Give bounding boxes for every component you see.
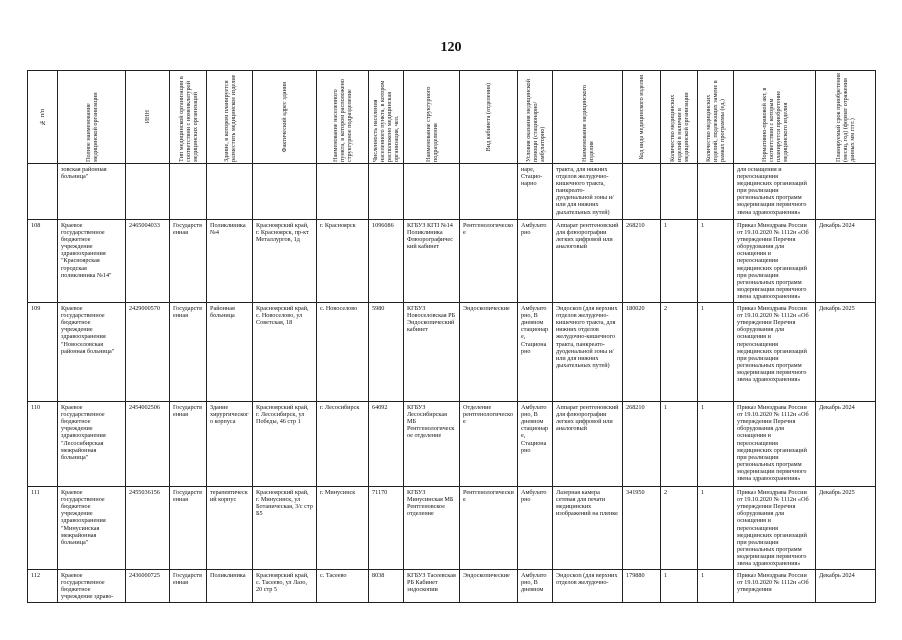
cell-in-stock: 2 xyxy=(661,487,698,570)
cell-in-stock: 1 xyxy=(661,402,698,487)
cell-cabinet: Эндоскопические xyxy=(460,570,518,603)
cell-unit: КГБУЗ Лесосибирская МБ Рентгенологическое отделение xyxy=(404,402,460,487)
column-header-building: Здание, в котором планируется разместить медицинское изделие xyxy=(207,71,253,164)
column-header-unit: Наименование структурного подразделения xyxy=(404,71,460,164)
cell-type: Государственная xyxy=(170,220,207,303)
cell-type xyxy=(170,164,207,220)
cell-date: Декабрь 2024 xyxy=(816,402,876,487)
cell-address: Красноярский край, с. Новоселово, ул Советская, 18 xyxy=(253,303,317,402)
cell-code: 268210 xyxy=(623,220,661,303)
cell-inn xyxy=(126,164,170,220)
cell-name: Краевое государственное бюджетное учреждение здраво- xyxy=(58,570,126,603)
table-row xyxy=(28,164,876,220)
page-number: 120 xyxy=(440,40,462,55)
column-header-device: Наименование медицинского изделия xyxy=(553,71,623,164)
cell-name: Краевое государственное бюджетное учреждение здравоохранения "Лесосибирская межрайонная больница" xyxy=(58,402,126,487)
cell-name: Краевое государственное бюджетное учреждение здравоохранения "Новоселовская районная больница" xyxy=(58,303,126,402)
cell-cabinet: Рентгенологическое xyxy=(460,220,518,303)
cell-inn: 2429000570 xyxy=(126,303,170,402)
cell-conditions: Амбулаторно, В дневном xyxy=(518,570,553,603)
cell-building xyxy=(207,164,253,220)
cell-population: 5980 xyxy=(369,303,404,402)
cell-population: 71170 xyxy=(369,487,404,570)
cell-address: Красноярский край, г. Минусинск, ул Ботаническая, 3/с стр Б5 xyxy=(253,487,317,570)
cell-code: 179880 xyxy=(623,570,661,603)
cell-unit: КГБУЗ Новоселовская РБ Эндоскопический кабинет xyxy=(404,303,460,402)
cell-cabinet xyxy=(460,164,518,220)
cell-act: для оснащения и переоснащения медицинских организаций при реализации региональных программ модернизации первичного звена здравоохранения» xyxy=(734,164,816,220)
cell-act: Приказ Минздрава России от 19.10.2020 № 1112н «Об утверждении Перечня оборудования для оснащения и переоснащения медицинских организаций при реализации региональных программ модернизации первичного звена здравоохранения» xyxy=(734,303,816,402)
column-header-population: Численность населения населенного пункта, в котором расположено медицинская организация, чел. xyxy=(369,71,404,164)
cell-in-stock xyxy=(661,164,698,220)
cell-cabinet: Отделение рентгенологическое xyxy=(460,402,518,487)
cell-num xyxy=(28,164,58,220)
cell-unit xyxy=(404,164,460,220)
cell-unit: КГБУЗ КГП №14 Поликлиника Флюорографический кабинет xyxy=(404,220,460,303)
header-row xyxy=(28,71,876,164)
cell-in-stock: 1 xyxy=(661,220,698,303)
column-header-name: Полное наименование медицинской организации xyxy=(58,71,126,164)
cell-locality: г. Красноярск xyxy=(317,220,369,303)
cell-date xyxy=(816,164,876,220)
cell-address: Красноярский край, г. Красноярск, пр-кт Металлургов, 1д xyxy=(253,220,317,303)
cell-building: терапевтический корпус xyxy=(207,487,253,570)
cell-act: Приказ Минздрава России от 19.10.2020 № 1112н «Об утверждении Перечня оборудования для оснащения и переоснащения медицинских организаций при реализации региональных программ модернизации первичного звена здравоохранения» xyxy=(734,487,816,570)
column-header-in-stock: Количество медицинских изделий в наличии в медицинской организации xyxy=(661,71,698,164)
column-header-conditions: Условия оказания медицинской помощи (стационарно/амбулаторно) xyxy=(518,71,553,164)
cell-to-replace: 1 xyxy=(698,487,734,570)
cell-locality: с. Новоселово xyxy=(317,303,369,402)
cell-name: Краевое государственное бюджетное учреждение здравоохранения "Красноярская городская поликлиника №14" xyxy=(58,220,126,303)
column-header-cabinet: Вид кабинета (отделения) xyxy=(460,71,518,164)
cell-population xyxy=(369,164,404,220)
cell-num: 112 xyxy=(28,570,58,603)
cell-device: Лазерная камера сетевая для печати медицинских изображений на пленке xyxy=(553,487,623,570)
cell-inn: 2454002506 xyxy=(126,402,170,487)
cell-device: Аппарат рентгеновский для флюорографии легких цифровой или аналоговый xyxy=(553,402,623,487)
cell-to-replace: 1 xyxy=(698,303,734,402)
cell-building: Поликлиника №4 xyxy=(207,220,253,303)
cell-device: Аппарат рентгеновский для флюорографии легких цифровой или аналоговый xyxy=(553,220,623,303)
table-row xyxy=(28,570,876,603)
cell-act: Приказ Минздрава России от 19.10.2020 № 1112н «Об утверждении Перечня оборудования для оснащения и переоснащения медицинских организаций при реализации региональных программ модернизации первичного звена здравоохранения» xyxy=(734,220,816,303)
table-row xyxy=(28,220,876,303)
cell-inn: 2436000725 xyxy=(126,570,170,603)
cell-inn: 2465004033 xyxy=(126,220,170,303)
cell-conditions: наре, Стацио-нарно xyxy=(518,164,553,220)
cell-unit: КГБУЗ Минусинская МБ Рентгеновское отделение xyxy=(404,487,460,570)
cell-type: Государственная xyxy=(170,303,207,402)
cell-date: Декабрь 2024 xyxy=(816,570,876,603)
cell-cabinet: Эндоскопические xyxy=(460,303,518,402)
cell-locality xyxy=(317,164,369,220)
cell-to-replace: 1 xyxy=(698,570,734,603)
cell-to-replace: 1 xyxy=(698,220,734,303)
cell-locality: с. Тасеево xyxy=(317,570,369,603)
cell-num: 109 xyxy=(28,303,58,402)
cell-device: Эндоскоп (для верхних отделов желудочно-кишечного тракта, для нижних отделов желудочно-кишечного тракта, панкреато-дуоденальной зоны и/или для нижних дыхательных путей) xyxy=(553,303,623,402)
cell-to-replace xyxy=(698,164,734,220)
cell-locality: г. Минусинск xyxy=(317,487,369,570)
cell-conditions: Амбулаторно xyxy=(518,487,553,570)
equipment-table xyxy=(27,70,876,603)
column-header-inn: ИНН xyxy=(126,71,170,164)
cell-num: 110 xyxy=(28,402,58,487)
cell-act: Приказ Минздрава России от 19.10.2020 № 1112н «Об утверждении xyxy=(734,570,816,603)
cell-population: 8038 xyxy=(369,570,404,603)
cell-address xyxy=(253,164,317,220)
cell-building: Здание хирургического корпуса xyxy=(207,402,253,487)
cell-code: 180020 xyxy=(623,303,661,402)
cell-conditions: Амбулаторно, В дневном стационаре, Стационарно xyxy=(518,303,553,402)
column-header-locality: Наименование населенного пункта, в котором расположено структурное подразделение xyxy=(317,71,369,164)
cell-address: Красноярский край, с. Тасеево, ул Лазо, 20 стр 5 xyxy=(253,570,317,603)
column-header-num: № п/п xyxy=(28,71,58,164)
cell-conditions: Амбулаторно, В дневном стационаре, Стационарно xyxy=(518,402,553,487)
cell-device: Эндоскоп (для верхних отделов желудочно- xyxy=(553,570,623,603)
cell-population: 1096086 xyxy=(369,220,404,303)
cell-date: Декабрь 2024 xyxy=(816,220,876,303)
cell-locality: г. Лесосибирск xyxy=(317,402,369,487)
cell-building: Районная больница xyxy=(207,303,253,402)
cell-cabinet: Рентгенологические xyxy=(460,487,518,570)
cell-name: Краевое государственное бюджетное учреждение здравоохранения "Минусинская межрайонная больница" xyxy=(58,487,126,570)
column-header-to-replace: Количество медицинских изделий, подлежащих замене в рамках программы (ед.) xyxy=(698,71,734,164)
column-header-date: Планируемый срок приобретения (месяц, год) (формат отражения данных мм гггг.) xyxy=(816,71,876,164)
cell-in-stock: 2 xyxy=(661,303,698,402)
cell-num: 111 xyxy=(28,487,58,570)
cell-num: 108 xyxy=(28,220,58,303)
cell-date: Декабрь 2025 xyxy=(816,303,876,402)
cell-in-stock: 1 xyxy=(661,570,698,603)
cell-to-replace: 1 xyxy=(698,402,734,487)
column-header-address: Фактический адрес здания xyxy=(253,71,317,164)
cell-code xyxy=(623,164,661,220)
cell-code: 268210 xyxy=(623,402,661,487)
table-row xyxy=(28,303,876,402)
cell-device: тракта, для нижних отделов желудочно-кишечного тракта, панкреато-дуоденальной зоны и/или для нижних дыхательных путей) xyxy=(553,164,623,220)
cell-date: Декабрь 2025 xyxy=(816,487,876,570)
cell-type: Государственная xyxy=(170,487,207,570)
cell-act: Приказ Минздрава России от 19.10.2020 № 1112н «Об утверждении Перечня оборудования для оснащения и переоснащения медицинских организаций при реализации региональных программ модернизации первичного звена здравоохранения» xyxy=(734,402,816,487)
cell-unit: КГБУЗ Тасеевская РБ Кабинет эндоскопии xyxy=(404,570,460,603)
cell-name: зовская районная больница" xyxy=(58,164,126,220)
column-header-type: Тип медицинской организации в соответствии с номенклатурой медицинских организаций xyxy=(170,71,207,164)
column-header-act: Нормативно-правовой акт, в соответствии с которым планируется приобретение медицинского изделия xyxy=(734,71,816,164)
cell-address: Красноярский край, г. Лесосибирск, ул Победы, 46 стр 1 xyxy=(253,402,317,487)
cell-inn: 2455036156 xyxy=(126,487,170,570)
table-row xyxy=(28,487,876,570)
table-row xyxy=(28,402,876,487)
column-header-code: Код вида медицинского изделия xyxy=(623,71,661,164)
cell-conditions: Амбулаторно xyxy=(518,220,553,303)
cell-type: Государственная xyxy=(170,570,207,603)
cell-building: Поликлиника xyxy=(207,570,253,603)
cell-type: Государственная xyxy=(170,402,207,487)
cell-population: 64092 xyxy=(369,402,404,487)
cell-code: 341950 xyxy=(623,487,661,570)
